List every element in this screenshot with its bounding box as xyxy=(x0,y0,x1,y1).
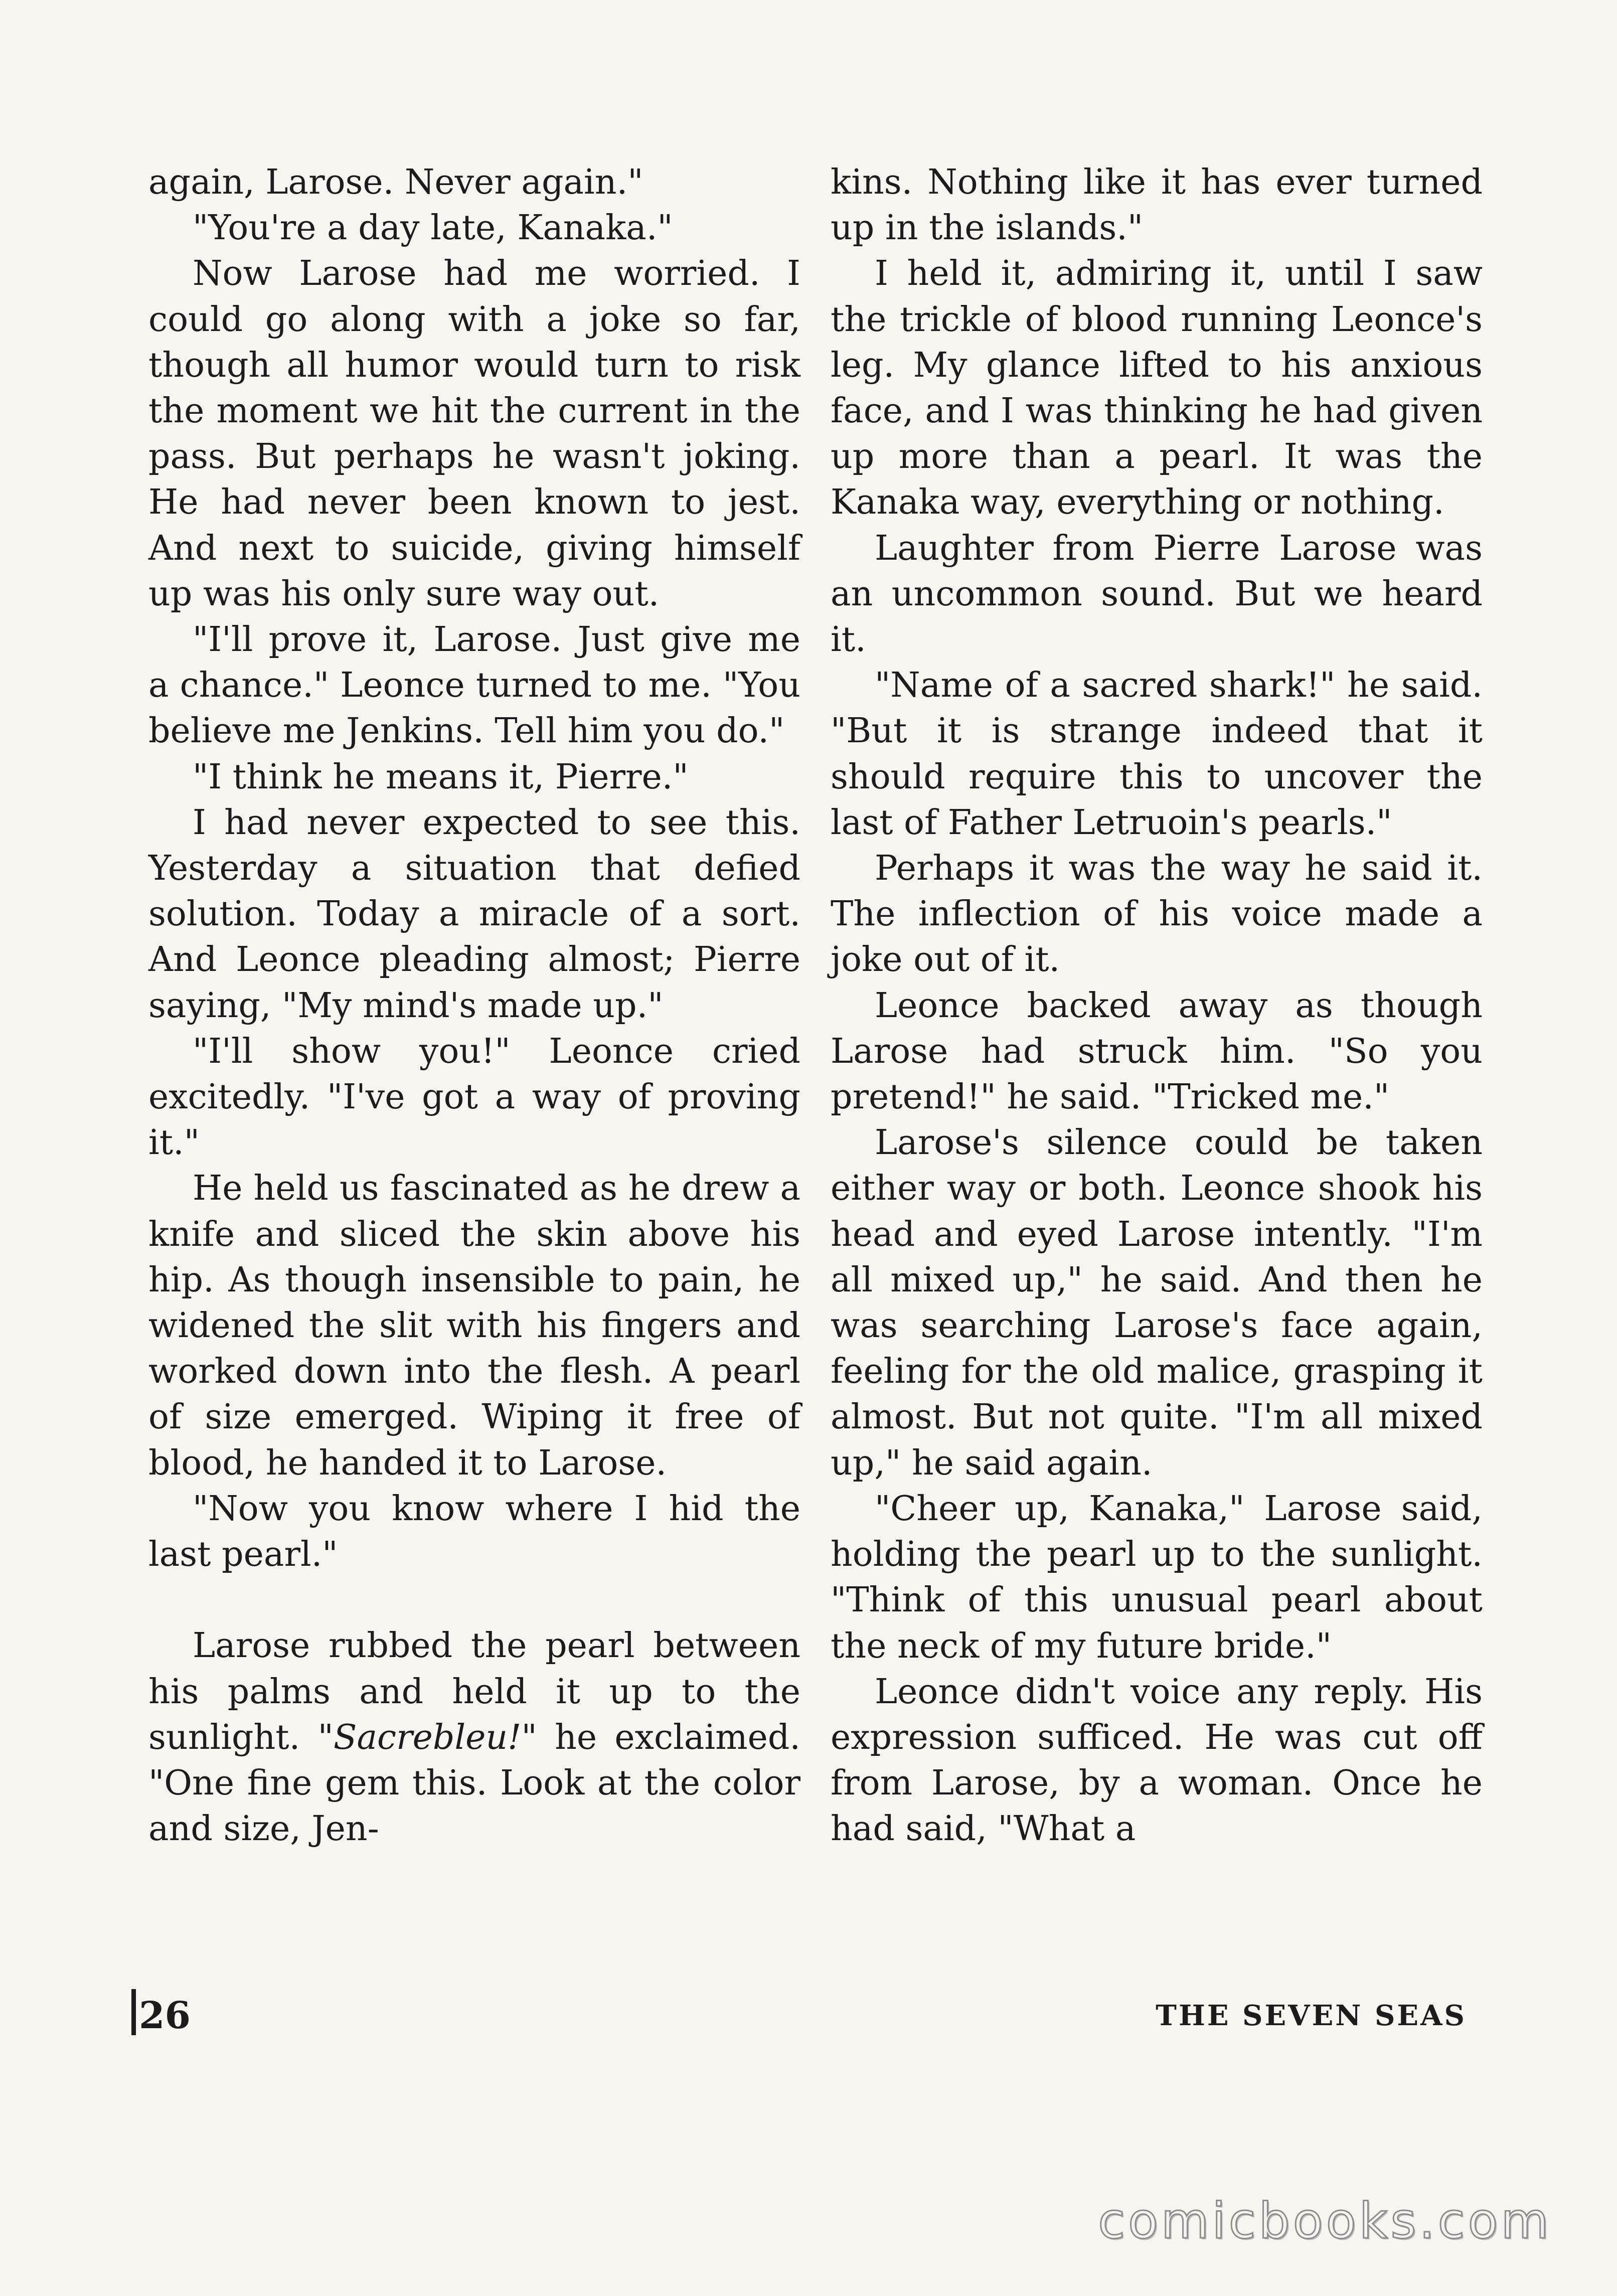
paragraph: He held us fascinated as he drew a knife and sliced the skin above his hip. As though insensible to pain, he widened the slit with his fingers and worked down into the flesh. A pearl of size emerged. Wiping it free of blood, he handed it to Larose. xyxy=(148,1169,800,1483)
paragraph-text: Larose rubbed the pearl between his palms and held it up to the sunlight. " xyxy=(148,1626,800,1757)
paragraph: Leonce didn't voice any reply. His expression sufficed. He was cut off from Larose, by a woman. Once he had said, "What a xyxy=(831,1672,1483,1849)
left-column xyxy=(148,159,800,1852)
paragraph: "Cheer up, Kanaka," Larose said, holding the pearl up to the sunlight. "Think of this unusual pearl about the neck of my future bride." xyxy=(831,1489,1483,1666)
paragraph: Leonce backed away as though Larose had struck him. "So you pretend!" he said. "Tricked me." xyxy=(831,986,1483,1117)
paragraph: I held it, admiring it, until I saw the trickle of blood running Leonce's leg. My glance lifted to his anxious face, and I was thinking he had given up more than a pearl. It was the Kanaka way, everything or nothing. xyxy=(831,254,1483,523)
paragraph: "I think he means it, Pierre." xyxy=(193,757,689,797)
running-title: THE SEVEN SEAS xyxy=(1156,1999,1467,2032)
paragraph: Now Larose had me worried. I could go along with a joke so far, though all humor would turn to risk the moment we hit the current in the pass. But perhaps he wasn't joking. He had never been known to jest. And next to suicide, giving himself up was his only sure way out. xyxy=(148,254,800,614)
right-column xyxy=(831,159,1483,1852)
watermark: comicbooks.com xyxy=(1098,2193,1552,2250)
folio-rule xyxy=(131,1989,136,2035)
paragraph: I had never expected to see this. Yesterday a situation that defied solution. Today a miracle of a sort. And Leonce pleading almost; Pierre saying, "My mind's made up." xyxy=(148,802,800,1026)
paragraph: Perhaps it was the way he said it. The inflection of his voice made a joke out of it. xyxy=(831,849,1483,980)
page-number-text: 26 xyxy=(139,1994,191,2037)
paragraph: "You're a day late, Kanaka." xyxy=(193,208,673,248)
paragraph: "I'll prove it, Larose. Just give me a chance." Leonce turned to me. "You believe me Jenkins. Tell him you do." xyxy=(148,620,800,751)
paragraph: again, Larose. Never again." xyxy=(148,162,643,202)
page-number xyxy=(131,1989,191,2037)
paragraph-text: " he exclaimed. "One fine gem this. Look at the color and size, Jen- xyxy=(148,1717,801,1849)
paragraph: Larose's silence could be taken either way or both. Leonce shook his head and eyed Larose intently. "I'm all mixed up," he said. And then he was searching Larose's face again, feeling for the old malice, grasping it almost. But not quite. "I'm all mixed up," he said again. xyxy=(831,1123,1483,1483)
paragraph: Laughter from Pierre Larose was an uncommon sound. But we heard it. xyxy=(831,528,1483,660)
paragraph: "Now you know where I hid the last pearl." xyxy=(148,1489,800,1575)
italic-exclamation: Sacrebleu! xyxy=(333,1717,522,1757)
paragraph xyxy=(148,1623,800,1852)
paragraph: "I'll show you!" Leonce cried excitedly. "I've got a way of proving it." xyxy=(148,1031,800,1163)
paragraph: kins. Nothing like it has ever turned up in the islands." xyxy=(831,162,1483,248)
paragraph: "Name of a sacred shark!" he said. "But it is strange indeed that it should require this to uncover the last of Father Letruoin's pearls." xyxy=(831,666,1483,843)
